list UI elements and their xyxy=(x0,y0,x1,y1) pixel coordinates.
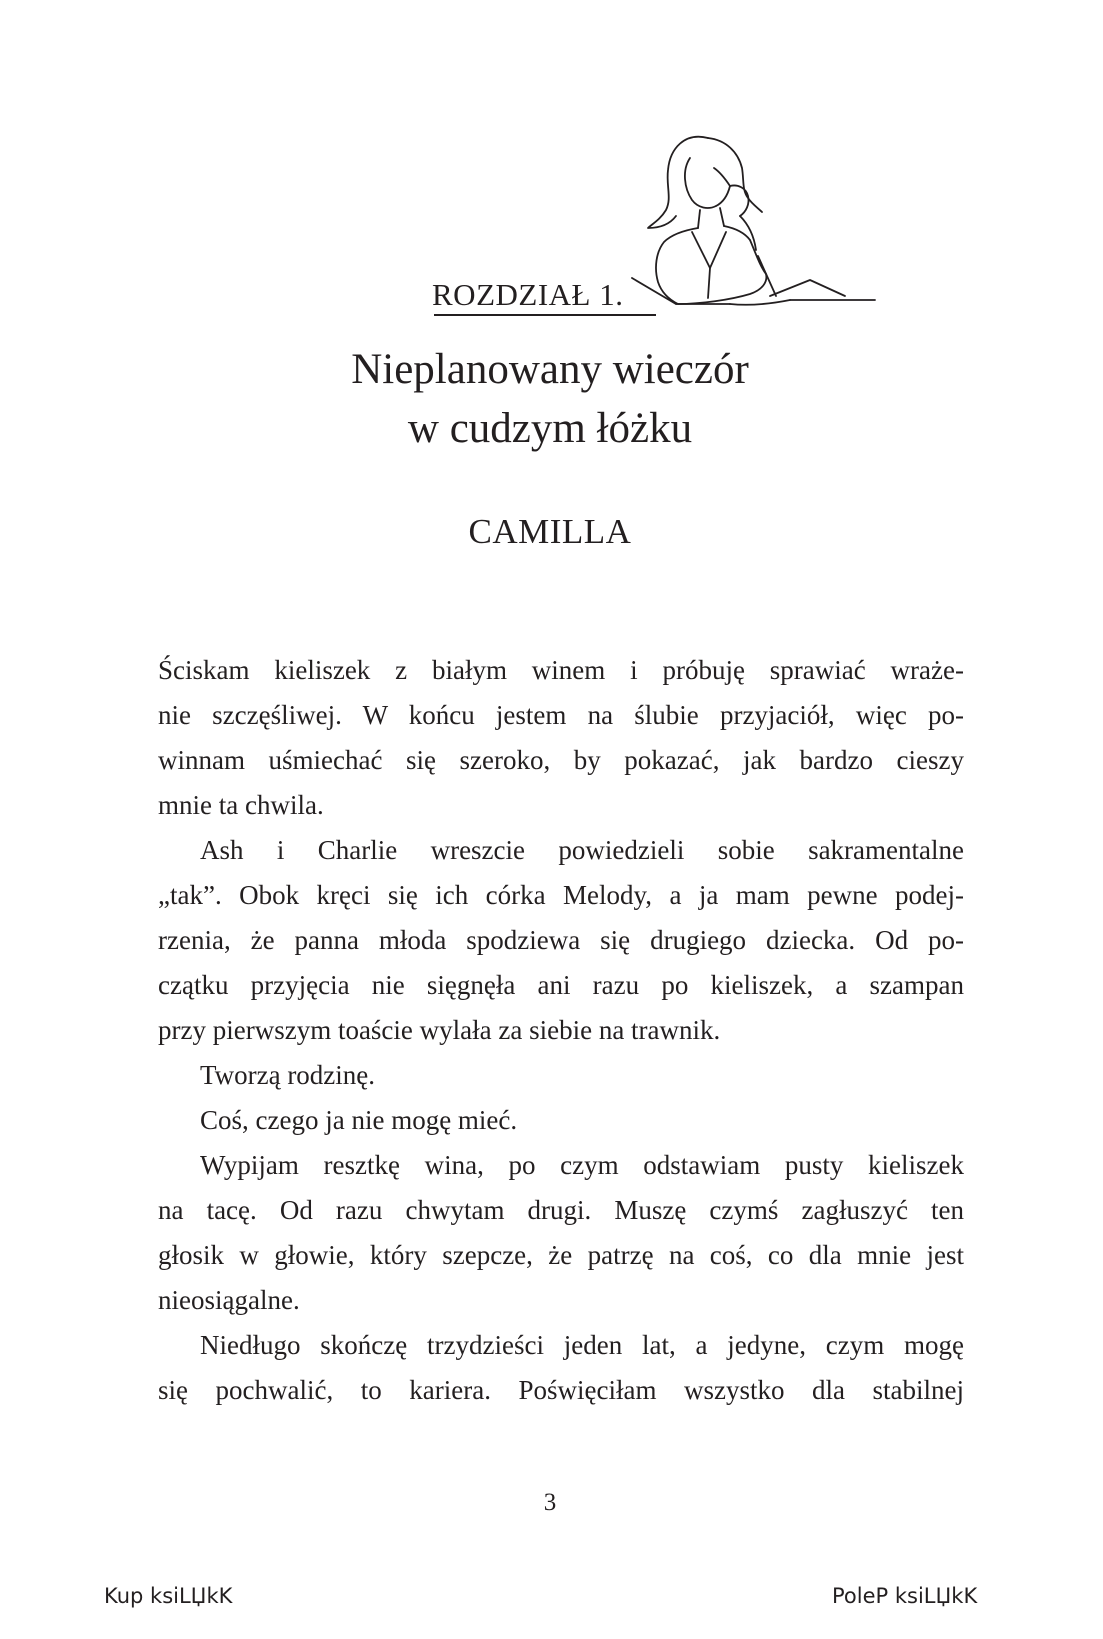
body-line: nie szczęśliwej. W końcu jestem na ślubie przyjaciół, więc po- xyxy=(158,700,964,730)
buy-book-link[interactable]: Kup ksiLЏkK xyxy=(104,1584,233,1608)
body-line: na tacę. Od razu chwytam drugi. Muszę czymś zagłuszyć ten xyxy=(158,1195,964,1225)
body-line: Tworzą rodzinę. xyxy=(200,1060,376,1090)
body-line: winnam uśmiechać się szeroko, by pokazać, jak bardzo cieszy xyxy=(158,745,964,775)
chapter-title-line-1: Nieplanowany wieczór xyxy=(351,346,749,393)
page-number: 3 xyxy=(543,1489,557,1516)
body-line: „tak”. Obok kręci się ich córka Melody, a ja mam pewne podej- xyxy=(158,880,964,910)
recommend-book-link[interactable]: PoleP ksiLЏkK xyxy=(832,1584,978,1608)
body-line: Coś, czego ja nie mogę mieć. xyxy=(200,1105,518,1135)
chapter-label: ROZDZIAŁ 1. xyxy=(432,277,624,312)
body-line: mnie ta chwila. xyxy=(158,790,324,820)
chapter-title-line-2: w cudzym łóżku xyxy=(407,405,693,452)
body-line: przy pierwszym toaście wylała za siebie na trawnik. xyxy=(158,1015,721,1045)
body-line: głosik w głowie, który szepcze, że patrzę na coś, co dla mnie jest xyxy=(158,1240,964,1270)
narrator-name: CAMILLA xyxy=(468,512,632,551)
woman-writing-illustration-icon xyxy=(630,128,880,328)
body-line: czątku przyjęcia nie sięgnęła ani razu po kieliszek, a szampan xyxy=(158,970,964,1000)
body-line: Ash i Charlie wreszcie powiedzieli sobie sakramentalne xyxy=(200,835,964,865)
chapter-body-text xyxy=(158,648,964,1413)
chapter-title xyxy=(250,340,850,458)
body-line: Niedługo skończę trzydzieści jeden lat, a jedyne, czym mogę xyxy=(200,1330,964,1360)
body-line: Ściskam kieliszek z białym winem i próbuję sprawiać wraże- xyxy=(158,655,964,685)
chapter-label-underline xyxy=(434,314,656,316)
body-line: Wypijam resztkę wina, po czym odstawiam pusty kieliszek xyxy=(200,1150,964,1180)
body-line: się pochwalić, to kariera. Poświęciłam wszystko dla stabilnej xyxy=(158,1375,964,1405)
body-line: rzenia, że panna młoda spodziewa się drugiego dziecka. Od po- xyxy=(158,925,964,955)
body-line: nieosiągalne. xyxy=(158,1285,300,1315)
